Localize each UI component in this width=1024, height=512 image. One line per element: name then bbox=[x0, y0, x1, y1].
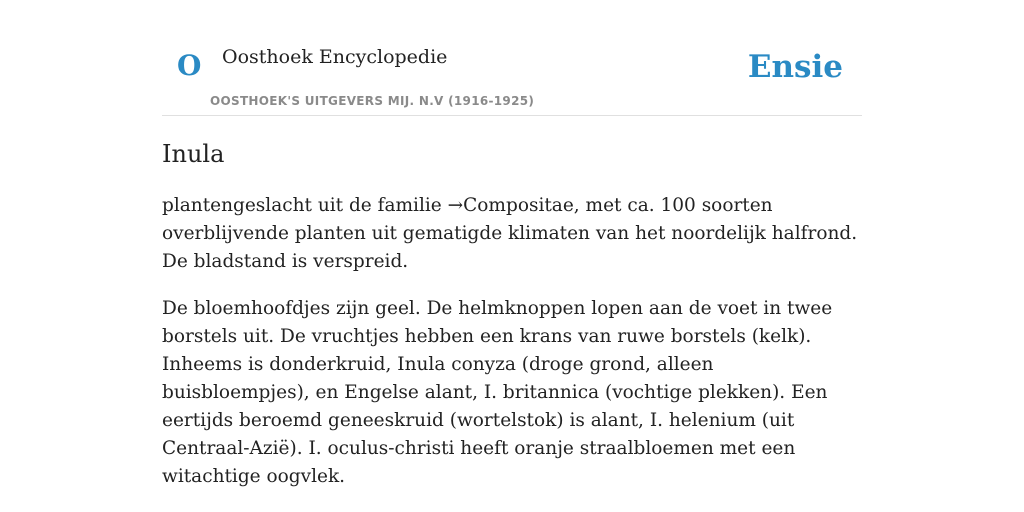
ensie-logo[interactable]: Ensie bbox=[747, 49, 843, 85]
paragraph-1-text-after: , met ca. 100 soorten overblijvende planten uit gematigde klimaten van het noordelijk halfrond. De bladstand is verspreid. bbox=[162, 195, 858, 272]
source-title-link[interactable]: Oosthoek Encyclopedie bbox=[222, 46, 448, 68]
entry-body bbox=[162, 192, 864, 510]
publisher-label: OOSTHOEK'S UITGEVERS MIJ. N.V (1916-1925) bbox=[210, 94, 535, 108]
entry-title: Inula bbox=[162, 140, 225, 168]
entry-paragraph-2: De bloemhoofdjes zijn geel. De helmknoppen lopen aan de voet in twee borstels uit. De vruchtjes hebben een krans van ruwe borstels (kelk). Inheems is donderkruid, Inula conyza (droge grond, alleen buisbloempjes), en Engelse alant, I. britannica (vochtige plekken). Een eertijds beroemd geneeskruid (wortelstok) is alant, I. helenium (uit Centraal-Azië). I. oculus-christi heeft oranje straalbloemen met een witachtige oogvlek. bbox=[162, 298, 833, 487]
page-container bbox=[162, 0, 862, 487]
source-header bbox=[162, 0, 862, 116]
entry-paragraph-1 bbox=[162, 192, 864, 276]
source-logo[interactable]: O bbox=[177, 49, 202, 82]
paragraph-1-text-before: plantengeslacht uit de familie bbox=[162, 195, 448, 216]
compositae-link[interactable]: →Compositae bbox=[447, 195, 574, 216]
